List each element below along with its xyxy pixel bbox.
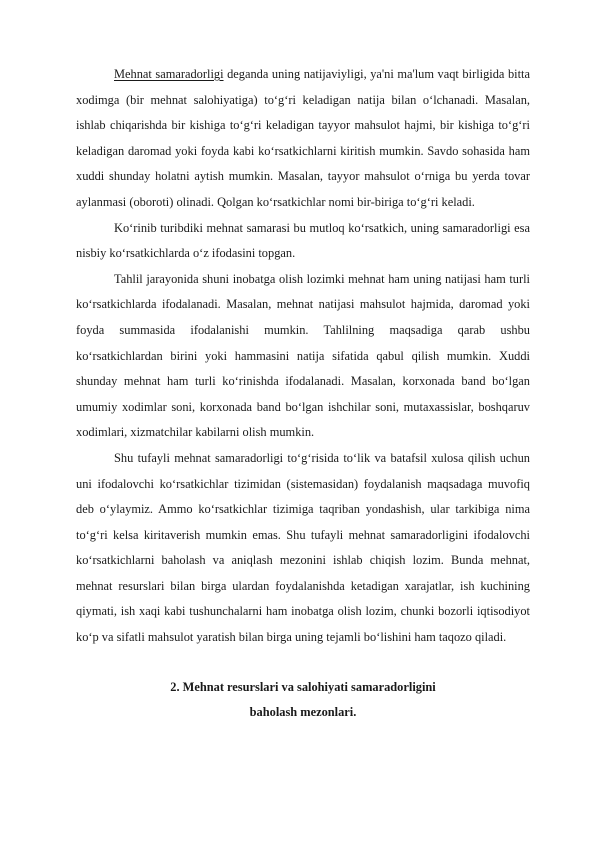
paragraph-1 [76,62,530,216]
section-heading-line-1: 2. Mehnat resurslari va salohiyati samaradorligini [170,679,436,694]
section-heading-line-2: baholash mezonlari. [249,704,357,719]
paragraph-1-text: deganda uning natijaviyligi, ya'ni ma'lum vaqt birligida bitta xodimga (bir mehnat salohiyatiga) toʻgʻri keladigan natija bilan oʻlchanadi. Masalan, ishlab chiqarishda bir kishiga toʻgʻri keladigan tayyor mahsulot hajmi, bir kishiga toʻgʻri keladigan daromad yoki foyda kabi koʻrsatkichlarni kiritish mumkin. Savdo sohasida ham xuddi shunday holatni aytish mumkin. Masalan, tayyor mahsulot oʻrniga bu yerda tovar aylanmasi (oboroti) olinadi. Qolgan koʻrsatkichlar nomi bir-biriga toʻgʻri keladi. [76,67,530,209]
paragraph-2: Koʻrinib turibdiki mehnat samarasi bu mutloq koʻrsatkich, uning samaradorligi esa nisbiy koʻrsatkichlarda oʻz ifodasini topgan. [76,220,530,261]
term-mehnat-samaradorligi: Mehnat samaradorligi [114,67,224,81]
paragraph-3: Tahlil jarayonida shuni inobatga olish lozimki mehnat ham uning natijasi ham turli koʻrsatkichlarda ifodalanadi. Masalan, mehnat natijasi mahsulot hajmida, daromad yoki foyda summasida ifodalanishi mumkin. Tahlilning maqsadiga qarab ushbu koʻrsatkichlardan birini yoki hammasini natija sifatida qabul qilish mumkin. Xuddi shunday mehnat ham turli koʻrinishda ifodalanadi. Masalan, korxonada band boʻlgan umumiy xodimlar soni, korxonada band boʻlgan ishchilar soni, mutaxassislar, boshqaruv xodimlari, xizmatchilar kabilarni olish mumkin. [76,271,530,440]
paragraph-4: Shu tufayli mehnat samaradorligi toʻgʻrisida toʻlik va batafsil xulosa qilish uchun uni ifodalovchi koʻrsatkichlar tizimidan (sistemasidan) foydalanish maqsadaga muvofiq deb oʻylaymiz. Ammo koʻrsatkichlar tizimiga taqriban yondashish, ular tarkibiga nima toʻgʻri kelsa kiritaverish mumkin emas. Shu tufayli mehnat samaradorligini ifodalovchi koʻrsatkichlarni baholash va aniqlash mezonini ishlab chiqish lozim. Bunda mehnat, mehnat resurslari bilan birga ulardan foydalanishda ketadigan xarajatlar, ish kuchining qiymati, ish xaqi kabi tushunchalarni ham inobatga olish lozim, chunki bozorli iqtisodiyot koʻp va sifatli mahsulot yaratish bilan birga uning tejamli boʻlishini ham taqozo qiladi. [76,450,530,645]
document-page [76,62,530,725]
section-heading [76,675,530,725]
